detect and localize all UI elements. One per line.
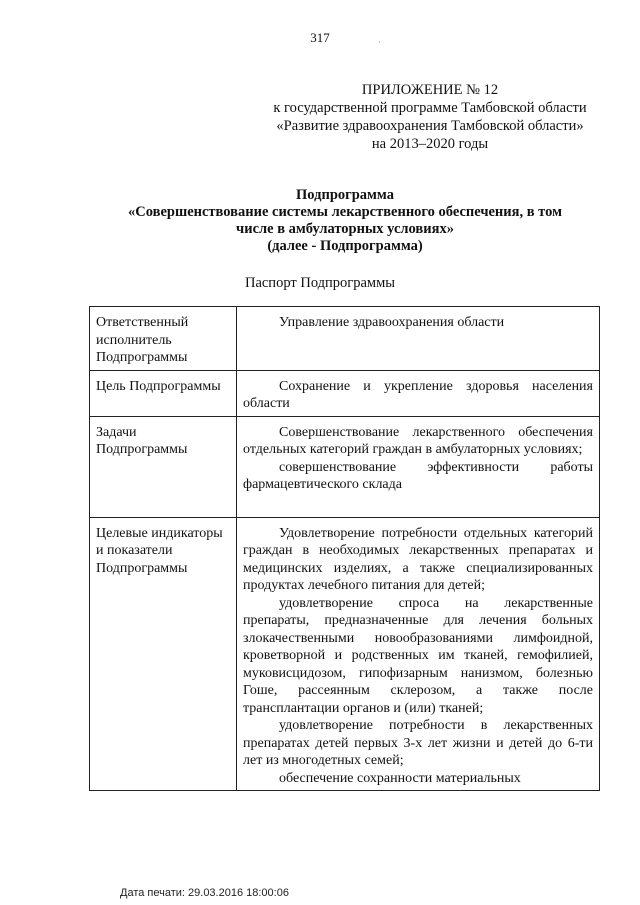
table-row	[90, 370, 600, 416]
row-label: Задачи Подпрограммы	[90, 416, 237, 517]
row-content	[237, 416, 600, 517]
content-paragraph: Сохранение и укрепление здоровья населения области	[243, 378, 593, 411]
subprogram-name-line1: «Совершенствование системы лекарственного обеспечения, в том	[128, 204, 562, 220]
content-paragraph: совершенствование эффективности работы фармацевтического склада	[243, 459, 593, 492]
appendix-header	[240, 81, 620, 153]
table-row	[90, 307, 600, 371]
content-paragraph: Удовлетворение потребности отдельных категорий граждан в необходимых лекарственных препаратах и медицинских изделиях, а также специализированных продуктах лечебного питания для детей;	[243, 525, 593, 593]
content-paragraph: удовлетворение потребности в лекарственных препаратах детей первых 3-х лет жизни и детей до 6-ти лет из многодетных семей;	[243, 718, 593, 768]
appendix-program-ref: к государственной программе Тамбовской области	[273, 100, 587, 116]
table-row	[90, 416, 600, 517]
appendix-program-name: «Развитие здравоохранения Тамбовской области»	[276, 118, 584, 134]
appendix-number: ПРИЛОЖЕНИЕ № 12	[361, 82, 499, 98]
stray-mark: ·	[378, 38, 381, 47]
row-content	[237, 517, 600, 791]
content-paragraph: Совершенствование лекарственного обеспечения отдельных категорий граждан в амбулаторных условиях;	[243, 424, 593, 457]
subprogram-note: (далее - Подпрограмма)	[267, 238, 423, 254]
row-content	[237, 307, 600, 371]
content-paragraph: удовлетворение спроса на лекарственные препараты, предназначенные для лечения больных злокачественными новообразованиями лимфоидной, кроветворной и родственных им тканей, гемофилией, муковисцидозом, гипофизарным нанизмом, болезнью Гоше, рассеянным склерозом, а также после трансплантации органов и (или) тканей;	[243, 595, 593, 716]
row-label: Ответственный исполнитель Подпрограммы	[90, 307, 237, 371]
passport-title: Паспорт Подпрограммы	[244, 275, 396, 291]
page-number: 317	[310, 30, 330, 45]
table-row	[90, 517, 600, 791]
row-content	[237, 370, 600, 416]
passport-table	[89, 306, 600, 791]
content-paragraph: обеспечение сохранности материальных	[279, 770, 521, 786]
appendix-years: на 2013–2020 годы	[371, 136, 489, 152]
subprogram-name-line2: числе в амбулаторных условиях»	[236, 221, 454, 237]
row-label: Целевые индикаторы и показатели Подпрограммы	[90, 517, 237, 791]
subprogram-label: Подпрограмма	[296, 187, 394, 203]
print-date: Дата печати: 29.03.2016 18:00:06	[120, 887, 289, 899]
subprogram-title	[80, 187, 610, 255]
content-paragraph: Управление здравоохранения области	[279, 315, 505, 330]
row-label: Цель Подпрограммы	[90, 370, 237, 416]
